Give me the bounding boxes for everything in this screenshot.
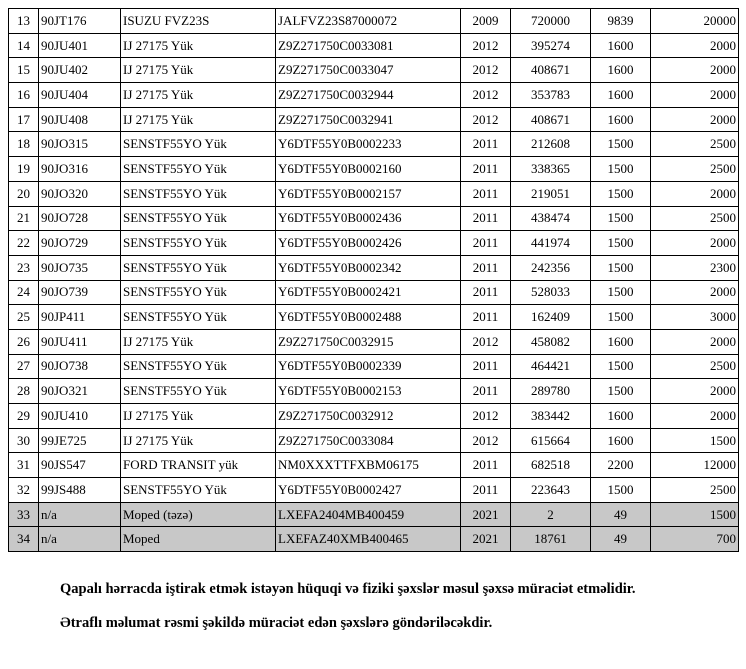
table-cell: 90JU401 — [39, 33, 121, 58]
table-cell: 2011 — [461, 280, 511, 305]
table-cell: 3000 — [651, 305, 739, 330]
table-cell: LXEFAZ40XMB400465 — [276, 527, 461, 552]
table-row — [9, 428, 739, 453]
table-cell: 90JT176 — [39, 9, 121, 34]
table-cell: Z9Z271750C0033084 — [276, 428, 461, 453]
notes-section — [60, 580, 708, 633]
table-cell: Y6DTF55Y0B0002421 — [276, 280, 461, 305]
table-cell: 90JU402 — [39, 58, 121, 83]
table-cell: 1500 — [591, 132, 651, 157]
table-cell: 18 — [9, 132, 39, 157]
table-cell: 90JO316 — [39, 157, 121, 182]
table-cell: 2011 — [461, 305, 511, 330]
table-row — [9, 404, 739, 429]
table-cell: 2021 — [461, 502, 511, 527]
table-cell: SENSTF55YO Yük — [121, 379, 276, 404]
table-cell: 383442 — [511, 404, 591, 429]
table-cell: 90JU410 — [39, 404, 121, 429]
table-cell: Y6DTF55Y0B0002233 — [276, 132, 461, 157]
table-cell: 90JP411 — [39, 305, 121, 330]
table-cell: 720000 — [511, 9, 591, 34]
table-cell: 90JO738 — [39, 354, 121, 379]
table-cell: 1600 — [591, 329, 651, 354]
table-cell: 2000 — [651, 404, 739, 429]
table-cell: 395274 — [511, 33, 591, 58]
table-cell: Y6DTF55Y0B0002427 — [276, 478, 461, 503]
table-cell: 2000 — [651, 107, 739, 132]
table-cell: 1600 — [591, 33, 651, 58]
table-cell: 90JU411 — [39, 329, 121, 354]
table-cell: 1500 — [591, 206, 651, 231]
table-cell: LXEFA2404MB400459 — [276, 502, 461, 527]
table-cell: 32 — [9, 478, 39, 503]
table-cell: 2200 — [591, 453, 651, 478]
table-cell: 212608 — [511, 132, 591, 157]
table-cell: 26 — [9, 329, 39, 354]
table-row — [9, 354, 739, 379]
table-cell: 33 — [9, 502, 39, 527]
table-cell: Z9Z271750C0032915 — [276, 329, 461, 354]
table-cell: 2012 — [461, 107, 511, 132]
vehicle-table-body — [9, 9, 739, 552]
table-cell: 2011 — [461, 453, 511, 478]
table-cell: IJ 27175 Yük — [121, 404, 276, 429]
table-cell: 34 — [9, 527, 39, 552]
table-cell: 458082 — [511, 329, 591, 354]
table-cell: 242356 — [511, 255, 591, 280]
table-cell: 289780 — [511, 379, 591, 404]
table-cell: Z9Z271750C0033047 — [276, 58, 461, 83]
table-cell: 1500 — [651, 428, 739, 453]
table-cell: 18761 — [511, 527, 591, 552]
table-cell: 1600 — [591, 83, 651, 108]
table-cell: Y6DTF55Y0B0002157 — [276, 181, 461, 206]
table-cell: 2500 — [651, 132, 739, 157]
table-cell: 16 — [9, 83, 39, 108]
table-cell: 2500 — [651, 478, 739, 503]
table-row — [9, 527, 739, 552]
table-row — [9, 132, 739, 157]
table-cell: 99JS488 — [39, 478, 121, 503]
table-cell: 1500 — [591, 157, 651, 182]
table-cell: SENSTF55YO Yük — [121, 354, 276, 379]
table-cell: Y6DTF55Y0B0002488 — [276, 305, 461, 330]
table-row — [9, 157, 739, 182]
table-cell: 20000 — [651, 9, 739, 34]
table-cell: 1500 — [591, 231, 651, 256]
table-cell: Y6DTF55Y0B0002436 — [276, 206, 461, 231]
table-cell: 2011 — [461, 206, 511, 231]
table-cell: 2500 — [651, 206, 739, 231]
table-cell: 2000 — [651, 231, 739, 256]
table-cell: 1600 — [591, 428, 651, 453]
table-cell: 23 — [9, 255, 39, 280]
table-row — [9, 58, 739, 83]
table-cell: 90JO321 — [39, 379, 121, 404]
table-cell: 2000 — [651, 33, 739, 58]
table-cell: 90JO739 — [39, 280, 121, 305]
table-cell: 162409 — [511, 305, 591, 330]
table-cell: 2000 — [651, 58, 739, 83]
table-cell: Y6DTF55Y0B0002339 — [276, 354, 461, 379]
table-cell: JALFVZ23S87000072 — [276, 9, 461, 34]
table-cell: 2011 — [461, 231, 511, 256]
table-cell: Z9Z271750C0032941 — [276, 107, 461, 132]
table-cell: 22 — [9, 231, 39, 256]
table-cell: 2012 — [461, 329, 511, 354]
table-cell: Moped (təzə) — [121, 502, 276, 527]
table-cell: SENSTF55YO Yük — [121, 132, 276, 157]
table-cell: IJ 27175 Yük — [121, 329, 276, 354]
table-cell: 1500 — [591, 255, 651, 280]
table-cell: 2000 — [651, 379, 739, 404]
note-participation: Qapalı hərracda iştirak etmək istəyən hüquqi və fiziki şəxslər məsul şəxsə müraciət etməlidir. — [60, 581, 636, 597]
table-row — [9, 33, 739, 58]
table-row — [9, 83, 739, 108]
table-cell: 2012 — [461, 83, 511, 108]
table-row — [9, 379, 739, 404]
table-cell: FORD TRANSIT yük — [121, 453, 276, 478]
table-cell: 1500 — [591, 305, 651, 330]
table-cell: 338365 — [511, 157, 591, 182]
table-cell: 2011 — [461, 255, 511, 280]
table-cell: 20 — [9, 181, 39, 206]
table-cell: ISUZU FVZ23S — [121, 9, 276, 34]
table-cell: 31 — [9, 453, 39, 478]
table-cell: 90JO320 — [39, 181, 121, 206]
table-cell: SENSTF55YO Yük — [121, 231, 276, 256]
table-cell: 438474 — [511, 206, 591, 231]
table-cell: IJ 27175 Yük — [121, 107, 276, 132]
table-cell: 464421 — [511, 354, 591, 379]
table-cell: 28 — [9, 379, 39, 404]
table-cell: Y6DTF55Y0B0002342 — [276, 255, 461, 280]
table-cell: n/a — [39, 527, 121, 552]
table-cell: IJ 27175 Yük — [121, 83, 276, 108]
table-cell: SENSTF55YO Yük — [121, 255, 276, 280]
table-row — [9, 206, 739, 231]
note-information: Ətraflı məlumat rəsmi şəkildə müraciət edən şəxslərə göndəriləcəkdir. — [60, 615, 493, 631]
table-cell: 49 — [591, 527, 651, 552]
table-cell: 25 — [9, 305, 39, 330]
table-cell: 2009 — [461, 9, 511, 34]
table-cell: 90JS547 — [39, 453, 121, 478]
table-cell: 2000 — [651, 181, 739, 206]
table-row — [9, 280, 739, 305]
table-cell: 17 — [9, 107, 39, 132]
table-cell: IJ 27175 Yük — [121, 428, 276, 453]
table-cell: NM0XXXTTFXBM06175 — [276, 453, 461, 478]
table-cell: 1600 — [591, 107, 651, 132]
table-cell: 12000 — [651, 453, 739, 478]
table-cell: Z9Z271750C0032944 — [276, 83, 461, 108]
table-cell: 2011 — [461, 132, 511, 157]
table-cell: Y6DTF55Y0B0002426 — [276, 231, 461, 256]
table-cell: 2021 — [461, 527, 511, 552]
table-row — [9, 231, 739, 256]
table-cell: Y6DTF55Y0B0002153 — [276, 379, 461, 404]
table-cell: SENSTF55YO Yük — [121, 181, 276, 206]
table-cell: 223643 — [511, 478, 591, 503]
table-row — [9, 9, 739, 34]
table-cell: 30 — [9, 428, 39, 453]
table-cell: 90JO735 — [39, 255, 121, 280]
table-cell: 1500 — [591, 181, 651, 206]
vehicle-table — [8, 8, 739, 552]
table-cell: 2500 — [651, 157, 739, 182]
table-cell: 24 — [9, 280, 39, 305]
table-row — [9, 478, 739, 503]
table-cell: Z9Z271750C0033081 — [276, 33, 461, 58]
table-cell: 27 — [9, 354, 39, 379]
table-cell: 1500 — [591, 354, 651, 379]
table-cell: Z9Z271750C0032912 — [276, 404, 461, 429]
table-cell: 1500 — [651, 502, 739, 527]
table-cell: 528033 — [511, 280, 591, 305]
table-cell: 19 — [9, 157, 39, 182]
table-cell: 353783 — [511, 83, 591, 108]
table-cell: IJ 27175 Yük — [121, 58, 276, 83]
table-cell: 90JO315 — [39, 132, 121, 157]
table-cell: 700 — [651, 527, 739, 552]
table-cell: 90JU408 — [39, 107, 121, 132]
table-cell: 408671 — [511, 58, 591, 83]
table-cell: Y6DTF55Y0B0002160 — [276, 157, 461, 182]
table-cell: 2011 — [461, 379, 511, 404]
table-cell: 1500 — [591, 478, 651, 503]
table-row — [9, 305, 739, 330]
table-cell: 2000 — [651, 83, 739, 108]
table-cell: 90JO729 — [39, 231, 121, 256]
table-cell: 2011 — [461, 354, 511, 379]
table-cell: 1600 — [591, 58, 651, 83]
table-row — [9, 502, 739, 527]
table-cell: 219051 — [511, 181, 591, 206]
table-cell: 2 — [511, 502, 591, 527]
table-cell: 2300 — [651, 255, 739, 280]
table-cell: 2012 — [461, 428, 511, 453]
table-cell: 2012 — [461, 58, 511, 83]
table-cell: 13 — [9, 9, 39, 34]
table-cell: 9839 — [591, 9, 651, 34]
table-cell: n/a — [39, 502, 121, 527]
table-cell: 15 — [9, 58, 39, 83]
table-cell: 2011 — [461, 157, 511, 182]
table-cell: 408671 — [511, 107, 591, 132]
table-cell: Moped — [121, 527, 276, 552]
table-cell: SENSTF55YO Yük — [121, 478, 276, 503]
table-cell: 1500 — [591, 379, 651, 404]
table-cell: 682518 — [511, 453, 591, 478]
table-cell: SENSTF55YO Yük — [121, 206, 276, 231]
table-cell: 14 — [9, 33, 39, 58]
table-cell: 2500 — [651, 354, 739, 379]
table-cell: 2000 — [651, 329, 739, 354]
table-row — [9, 107, 739, 132]
table-cell: 2000 — [651, 280, 739, 305]
table-cell: SENSTF55YO Yük — [121, 305, 276, 330]
table-cell: 21 — [9, 206, 39, 231]
table-cell: IJ 27175 Yük — [121, 33, 276, 58]
table-row — [9, 255, 739, 280]
table-cell: 2012 — [461, 33, 511, 58]
table-cell: 2011 — [461, 181, 511, 206]
table-row — [9, 329, 739, 354]
table-cell: SENSTF55YO Yük — [121, 157, 276, 182]
table-cell: 1500 — [591, 280, 651, 305]
table-cell: 441974 — [511, 231, 591, 256]
table-cell: SENSTF55YO Yük — [121, 280, 276, 305]
table-row — [9, 453, 739, 478]
table-cell: 2011 — [461, 478, 511, 503]
table-cell: 1600 — [591, 404, 651, 429]
table-cell: 29 — [9, 404, 39, 429]
table-cell: 90JU404 — [39, 83, 121, 108]
table-cell: 49 — [591, 502, 651, 527]
table-row — [9, 181, 739, 206]
table-cell: 2012 — [461, 404, 511, 429]
table-cell: 90JO728 — [39, 206, 121, 231]
table-cell: 615664 — [511, 428, 591, 453]
table-cell: 99JE725 — [39, 428, 121, 453]
